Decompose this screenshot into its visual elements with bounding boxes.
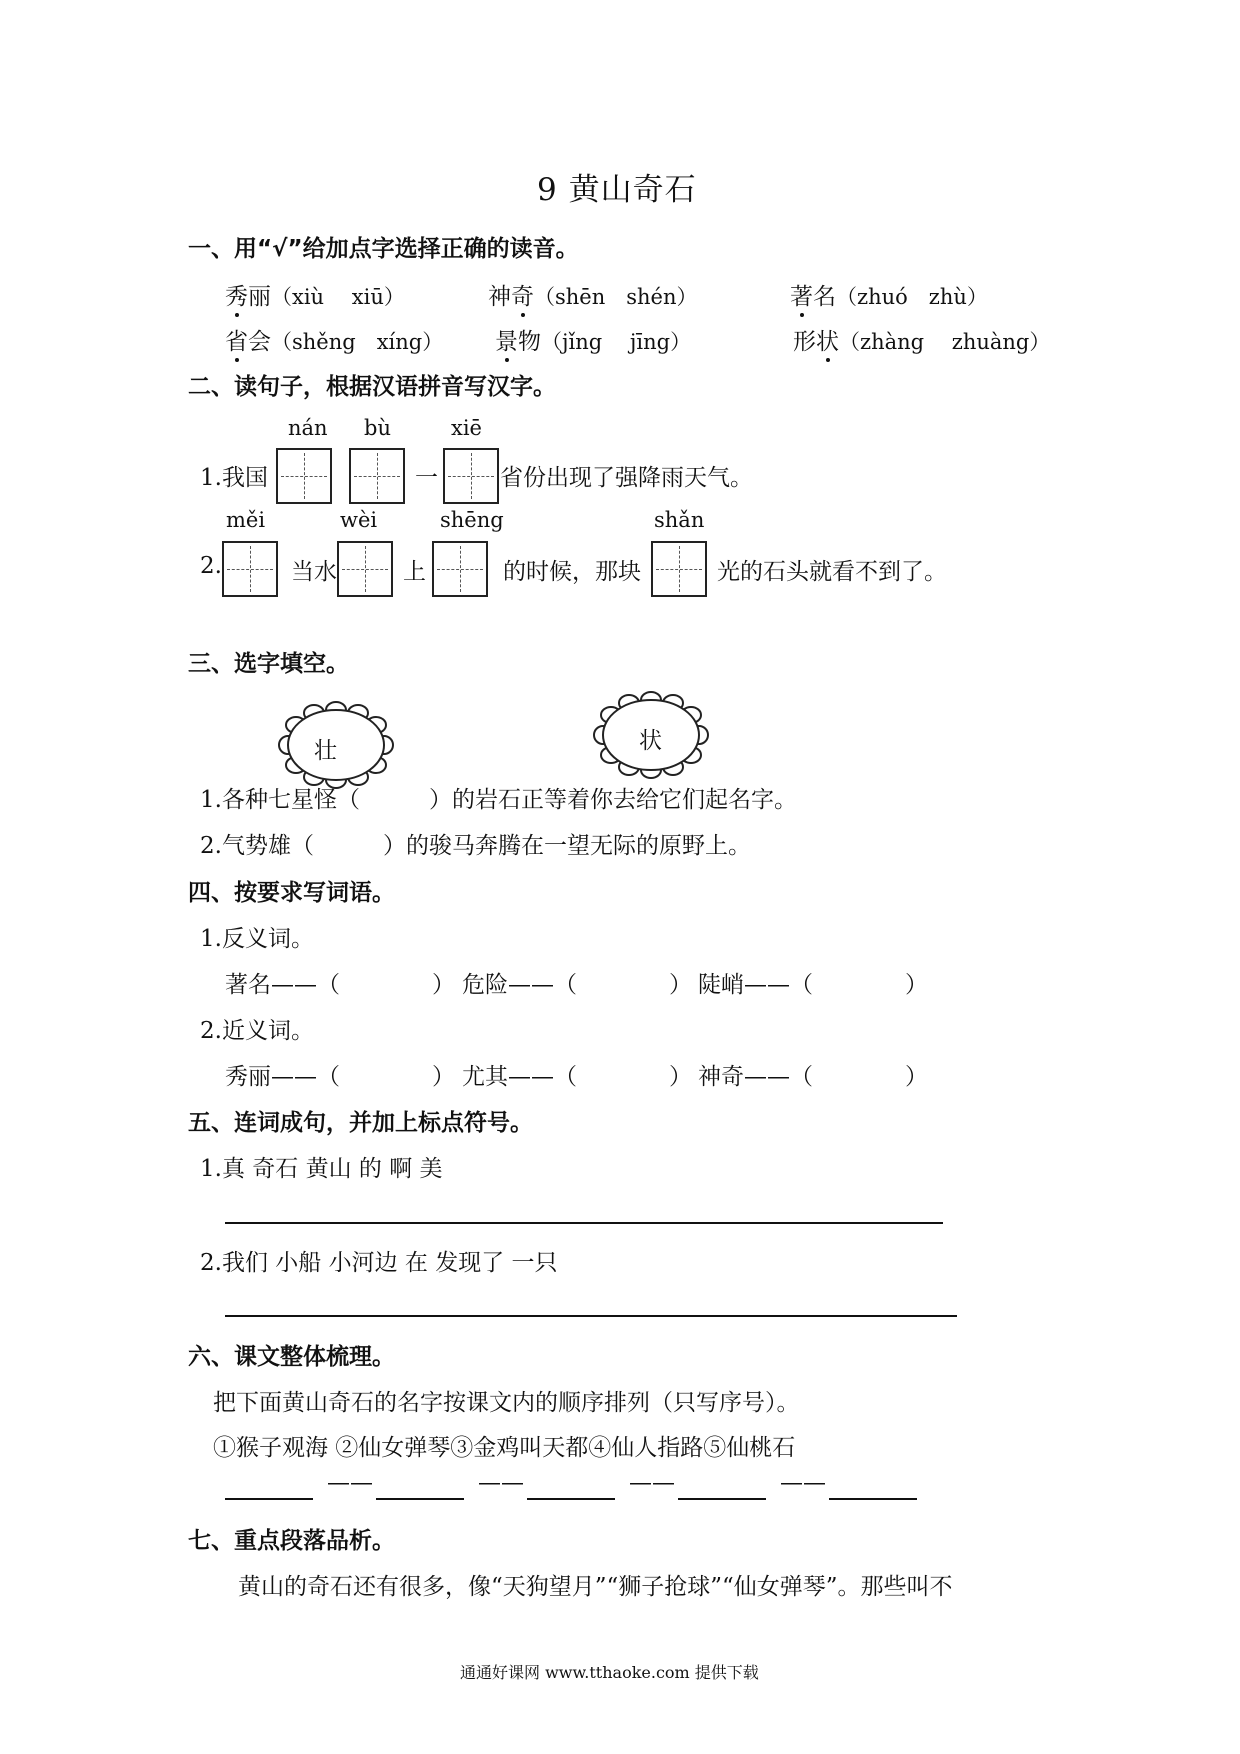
dotted-char: 秀	[225, 278, 248, 311]
pinyin-label: xiē	[451, 416, 482, 440]
sentence-part: 的时候，那块	[503, 559, 641, 585]
pinyin-label: shēng	[440, 508, 504, 532]
word-pair: 秀丽——（ ）	[225, 1064, 455, 1090]
char: 丽	[248, 284, 271, 310]
pinyin-item	[790, 278, 988, 311]
pinyin-item	[793, 323, 1050, 356]
answer-blank[interactable]	[678, 1498, 766, 1500]
word-list: 2.我们 小船 小河边 在 发现了 一只	[200, 1250, 558, 1276]
dotted-char: 著	[790, 278, 813, 311]
pinyin-label: shǎn	[654, 508, 705, 532]
word-pair: 著名——（ ）	[225, 972, 455, 998]
pinyin-label: wèi	[340, 508, 378, 532]
answer-blank[interactable]	[225, 1498, 313, 1500]
word-pair: 尤其——（ ）	[462, 1064, 692, 1090]
section-7-heading: 七、重点段落品析。	[188, 1528, 395, 1554]
char: 形	[793, 329, 816, 355]
question-prefix: 1.我国	[200, 465, 268, 491]
answer-blank[interactable]	[527, 1498, 615, 1500]
answer-blank[interactable]	[829, 1498, 917, 1500]
word-list: 1.真 奇石 黄山 的 啊 美	[200, 1156, 443, 1182]
flower-char: 状	[639, 728, 662, 754]
section-6-heading: 六、课文整体梳理。	[188, 1344, 395, 1370]
separator: ——	[478, 1470, 524, 1496]
pinyin-item	[488, 278, 698, 311]
dotted-char: 景	[495, 323, 518, 356]
char: 会	[248, 329, 271, 355]
word-pair: 神奇——（ ）	[698, 1064, 928, 1090]
pinyin-options: （zhàng zhuàng）	[839, 330, 1051, 354]
question-prefix: 2.	[200, 553, 222, 579]
section-1-heading: 一、用“√”给加点字选择正确的读音。	[188, 236, 579, 262]
sentence-part: 上	[403, 559, 426, 585]
sentence-part: 当水	[291, 559, 337, 585]
pinyin-options: （shēn shén）	[534, 285, 698, 309]
writing-box[interactable]	[222, 541, 278, 597]
dotted-char: 奇	[511, 278, 534, 311]
pinyin-label: měi	[226, 508, 266, 532]
pinyin-item	[495, 323, 691, 356]
char: 物	[518, 329, 541, 355]
writing-box[interactable]	[349, 448, 405, 504]
dotted-char: 省	[225, 323, 248, 356]
pinyin-item	[225, 278, 405, 311]
word-pair: 陡峭——（ ）	[698, 972, 928, 998]
stone-names: ①猴子观海 ②仙女弹琴③金鸡叫天都④仙人指路⑤仙桃石	[213, 1435, 796, 1461]
answer-blank[interactable]	[376, 1498, 464, 1500]
flower-char: 壮	[314, 738, 337, 764]
pinyin-options: （xiù xiū）	[271, 285, 405, 309]
writing-box[interactable]	[432, 541, 488, 597]
writing-box[interactable]	[337, 541, 393, 597]
sentence-part: 光的石头就看不到了。	[717, 559, 947, 585]
dotted-char: 状	[816, 323, 839, 356]
separator: ——	[629, 1470, 675, 1496]
pinyin-label: nán	[288, 416, 328, 440]
section-2-heading: 二、读句子，根据汉语拼音写汉字。	[188, 374, 556, 400]
answer-line[interactable]	[225, 1315, 957, 1317]
pinyin-options: （shěng xíng）	[271, 330, 444, 354]
char: 名	[813, 284, 836, 310]
writing-box[interactable]	[443, 448, 499, 504]
answer-line[interactable]	[225, 1222, 943, 1224]
separator: ——	[327, 1470, 373, 1496]
writing-box[interactable]	[651, 541, 707, 597]
fill-question: 1.各种七星怪（ ）的岩石正等着你去给它们起名字。	[200, 787, 797, 813]
pinyin-options: （zhuó zhù）	[836, 285, 988, 309]
separator: ——	[780, 1470, 826, 1496]
section-4-heading: 四、按要求写词语。	[188, 880, 395, 906]
section-5-heading: 五、连词成句，并加上标点符号。	[188, 1110, 533, 1136]
char: 神	[488, 284, 511, 310]
page-title: 9 黄山奇石	[537, 172, 697, 208]
pinyin-label: bù	[364, 416, 391, 440]
instruction: 把下面黄山奇石的名字按课文内的顺序排列（只写序号）。	[213, 1390, 800, 1416]
sentence-tail: 省份出现了强降雨天气。	[500, 465, 753, 491]
writing-box[interactable]	[276, 448, 332, 504]
pinyin-item	[225, 323, 443, 356]
dash-char: 一	[415, 465, 438, 491]
subheading: 2.近义词。	[200, 1018, 314, 1044]
pinyin-options: （jǐng jīng）	[541, 330, 692, 354]
fill-question: 2.气势雄（ ）的骏马奔腾在一望无际的原野上。	[200, 833, 751, 859]
footer-text: 通通好课网 www.tthaoke.com 提供下载	[460, 1663, 759, 1682]
subheading: 1.反义词。	[200, 926, 314, 952]
word-pair: 危险——（ ）	[462, 972, 692, 998]
section-3-heading: 三、选字填空。	[188, 651, 349, 677]
passage-text: 黄山的奇石还有很多，像“天狗望月”“狮子抢球”“仙女弹琴”。那些叫不	[238, 1574, 953, 1600]
